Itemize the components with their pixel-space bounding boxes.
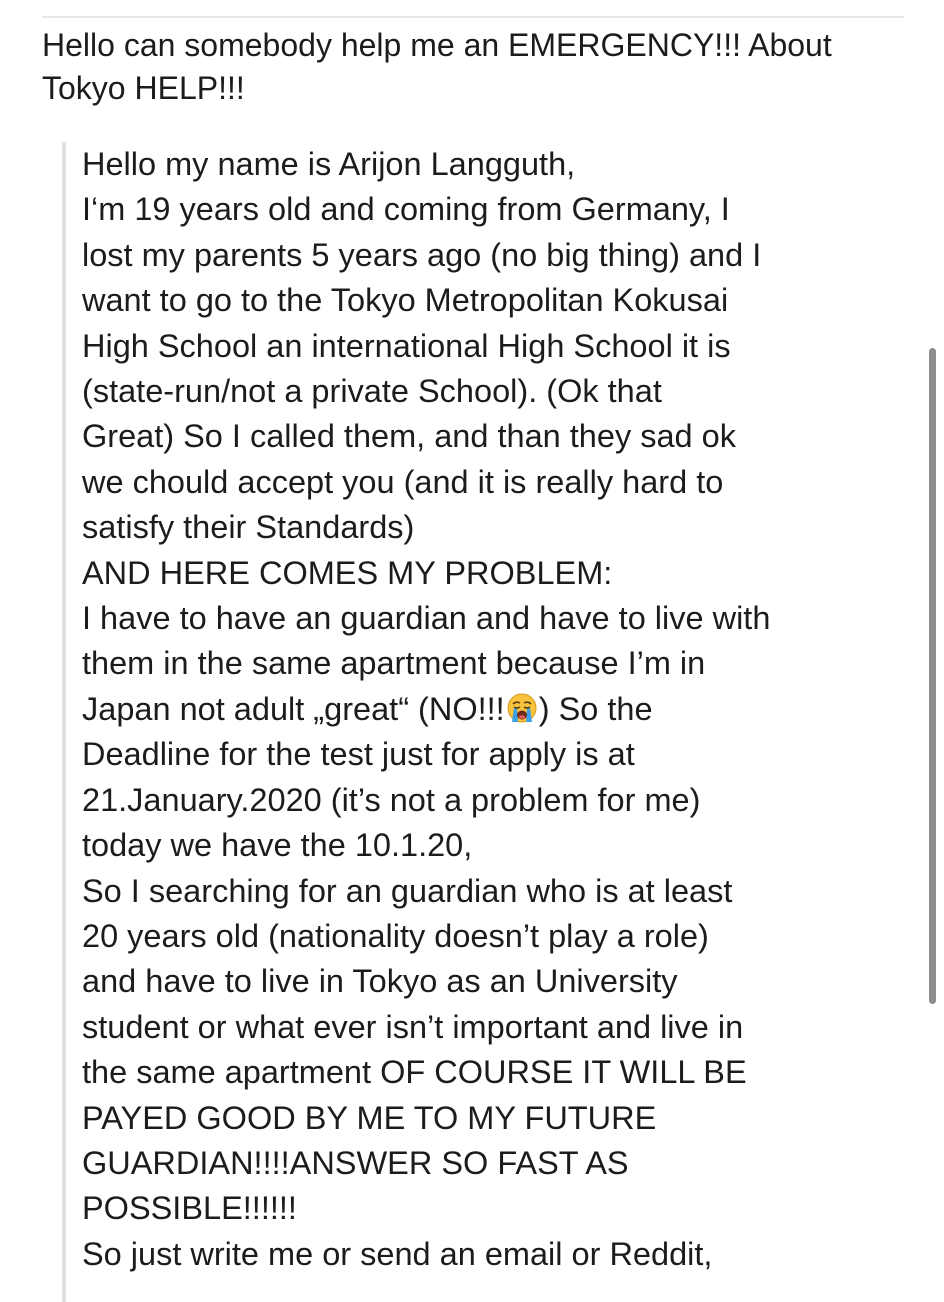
post-body-line: AND HERE COMES MY PROBLEM: xyxy=(82,554,613,591)
post-body-line: the same apartment OF COURSE IT WILL BE xyxy=(82,1054,747,1091)
scrollbar-thumb[interactable] xyxy=(929,348,936,1004)
post-body-line: High School an international High School it is xyxy=(82,327,731,364)
post-body-line: POSSIBLE!!!!!! xyxy=(82,1190,297,1227)
post-body-line: So I searching for an guardian who is at least xyxy=(82,872,733,909)
post-title: Hello can somebody help me an EMERGENCY!!! About Tokyo HELP!!! xyxy=(42,27,832,106)
post-body-line: I have to have an guardian and have to live with xyxy=(82,600,771,637)
post-body-line: we chould accept you (and it is really hard to xyxy=(82,463,724,500)
post-body-line: 21.January.2020 (it’s not a problem for me) xyxy=(82,781,701,818)
post-body-line: PAYED GOOD BY ME TO MY FUTURE xyxy=(82,1099,657,1136)
post-body-line: Great) So I called them, and than they sad ok xyxy=(82,418,736,455)
post-body-line: GUARDIAN!!!!ANSWER SO FAST AS xyxy=(82,1144,629,1181)
post-body-line: (state-run/not a private School). (Ok that xyxy=(82,373,662,410)
post-body-line: Hello my name is Arijon Langguth, xyxy=(82,146,576,182)
post-body-line: I‘m 19 years old and coming from Germany, I xyxy=(82,191,730,228)
post-body-line xyxy=(82,687,912,732)
post-body-line: today we have the 10.1.20, xyxy=(82,827,473,864)
loudly-crying-face-icon xyxy=(506,691,538,723)
post-body-blockquote xyxy=(62,142,912,1302)
post-body-line: them in the same apartment because I’m in xyxy=(82,645,706,682)
post-body-line: lost my parents 5 years ago (no big thing) and I xyxy=(82,236,762,273)
post-body-line: satisfy their Standards) xyxy=(82,509,415,546)
post-body-line: want to go to the Tokyo Metropolitan Kokusai xyxy=(82,282,729,319)
post-body-line: 20 years old (nationality doesn’t play a role) xyxy=(82,917,709,954)
post-body-line: student or what ever isn’t important and live in xyxy=(82,1008,744,1045)
post-body-line-segment: ) So the xyxy=(538,690,653,727)
post-body-line: and have to live in Tokyo as an University xyxy=(82,963,678,1000)
top-divider xyxy=(42,16,904,18)
post-body-line: Deadline for the test just for apply is at xyxy=(82,736,635,773)
post-body-line-segment: Japan not adult „great“ (NO!!! xyxy=(82,690,505,727)
post-body-line: So just write me or send an email or Reddit, xyxy=(82,1235,713,1272)
